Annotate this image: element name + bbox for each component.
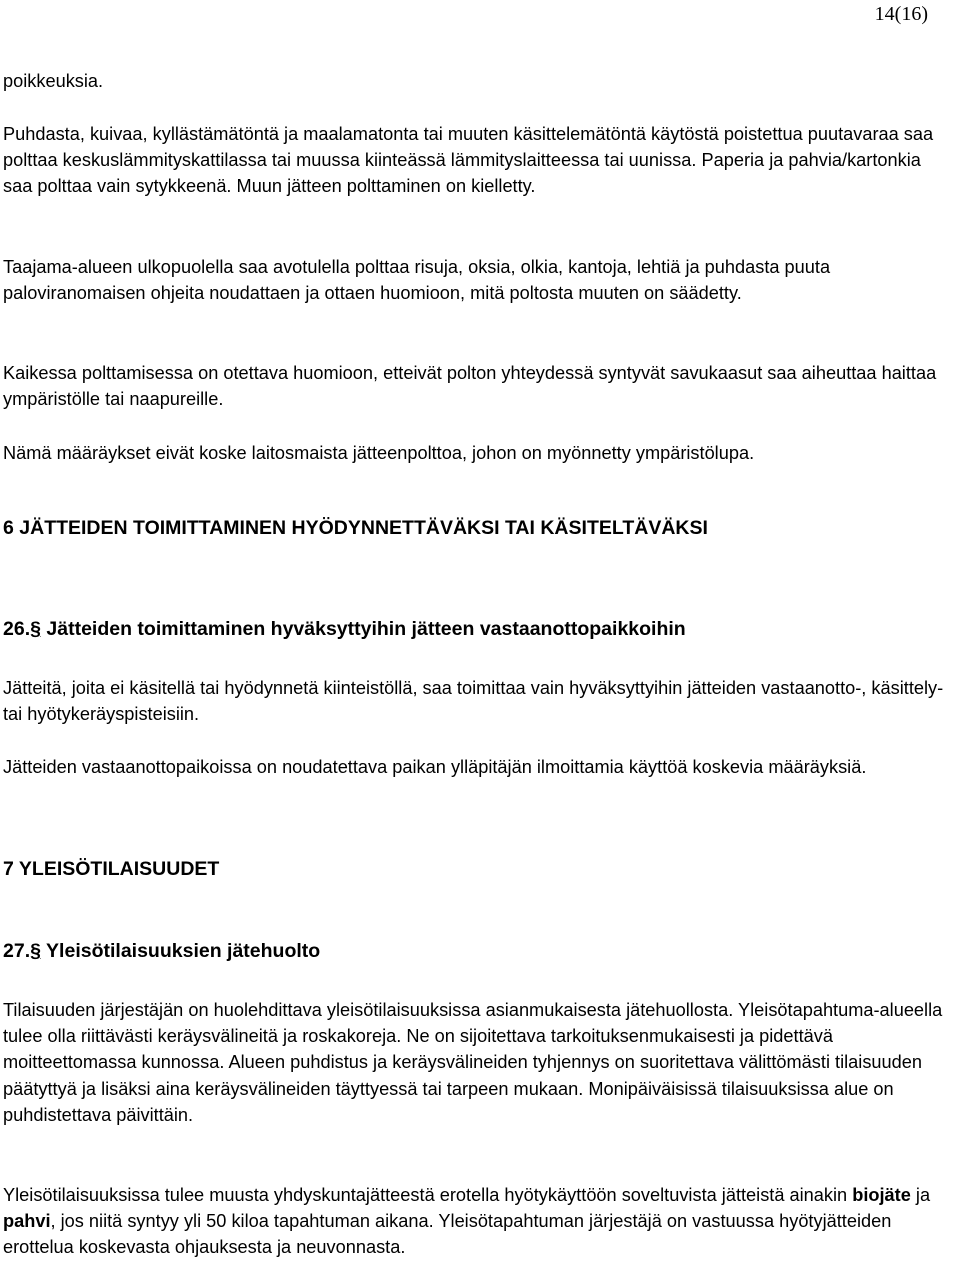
section-sign: § xyxy=(30,940,41,962)
chapter-heading-6: 6 JÄTTEIDEN TOIMITTAMINEN HYÖDYNNETTÄVÄKSI TAI KÄSITELTÄVÄKSI xyxy=(3,517,708,539)
bold-cardboard: pahvi xyxy=(3,1211,51,1232)
text-run: ja xyxy=(910,1185,931,1205)
paragraph-event-sorting xyxy=(3,1182,955,1261)
paragraph-reception-rules: Jätteiden vastaanottopaikoissa on noudatettava paikan ylläpitäjän ilmoittamia käyttöä koskevia määräyksiä. xyxy=(3,757,867,777)
section-number: 26. xyxy=(3,618,31,640)
section-number: 27. xyxy=(3,940,31,962)
paragraph-smoke-gases: Kaikessa polttamisessa on otettava huomioon, etteivät polton yhteydessä syntyvät savukaasut saa aiheuttaa haittaa ympäristölle tai naapureille. xyxy=(3,363,937,410)
paragraph-continuation: poikkeuksia. xyxy=(3,71,104,91)
chapter-heading-7: 7 YLEISÖTILAISUUDET xyxy=(3,858,220,880)
text-run: Yleisötilaisuuksissa tulee muusta yhdyskuntajätteestä erotella hyötykäyttöön soveltuvista jätteistä ainakin xyxy=(3,1185,853,1205)
page-number: 14(16) xyxy=(874,3,928,25)
section-title: Jätteiden toimittaminen hyväksyttyihin jätteen vastaanottopaikkoihin xyxy=(46,618,686,640)
section-sign: § xyxy=(30,618,41,640)
paragraph-exemption: Nämä määräykset eivät koske laitosmaista jätteenpolttoa, johon on myönnetty ympäristölupa. xyxy=(3,443,755,463)
section-heading-27 xyxy=(3,938,955,964)
bold-biowaste: biojäte xyxy=(852,1185,911,1205)
paragraph-event-waste: Tilaisuuden järjestäjän on huolehdittava yleisötilaisuuksissa asianmukaisesta jätehuollosta. Yleisötapahtuma-alueella tulee olla riittävästi keräysvälineitä ja roskakoreja. Ne on sijoitettava tarkoituksenmukaisesti ja pidettävä moitteettomassa kunnossa. Alueen puhdistus ja keräysvälineiden tyhjennys on suoritettava välittömästi tilaisuuden päätyttyä ja lisäksi aina keräysvälineiden täyttyessä tai tarpeen mukaan. Monipäiväisissä tilaisuuksissa alue on puhdistettava päivittäin. xyxy=(3,1000,943,1125)
section-title: Yleisötilaisuuksien jätehuolto xyxy=(46,940,321,962)
section-heading-26 xyxy=(3,616,955,642)
text-run: , jos niitä syntyy yli 50 kiloa tapahtuman aikana. Yleisötapahtuman järjestäjä on vastuussa hyötyjätteiden erottelua koskevasta ohjauksesta ja neuvonnasta. xyxy=(3,1211,892,1258)
paragraph-waste-delivery: Jätteitä, joita ei käsitellä tai hyödynnetä kiinteistöllä, saa toimittaa vain hyväksyttyihin jätteiden vastaanotto-, käsittely- tai hyötykeräyspisteisiin. xyxy=(3,678,944,725)
paragraph-wood-burning: Puhdasta, kuivaa, kyllästämätöntä ja maalamatonta tai muuten käsittelemätöntä käytöstä poistettua puutavaraa saa polttaa keskuslämmityskattilassa tai muussa kiinteässä lämmityslaitteessa tai uunissa. Paperia ja pahvia/kartonkia saa polttaa vain sytykkeenä. Muun jätteen polttaminen on kielletty. xyxy=(3,124,934,197)
paragraph-open-fire: Taajama-alueen ulkopuolella saa avotulella polttaa risuja, oksia, olkia, kantoja, lehtiä ja puhdasta puuta paloviranomaisen ohjeita noudattaen ja ottaen huomioon, mitä poltosta muuten on säädetty. xyxy=(3,257,831,304)
